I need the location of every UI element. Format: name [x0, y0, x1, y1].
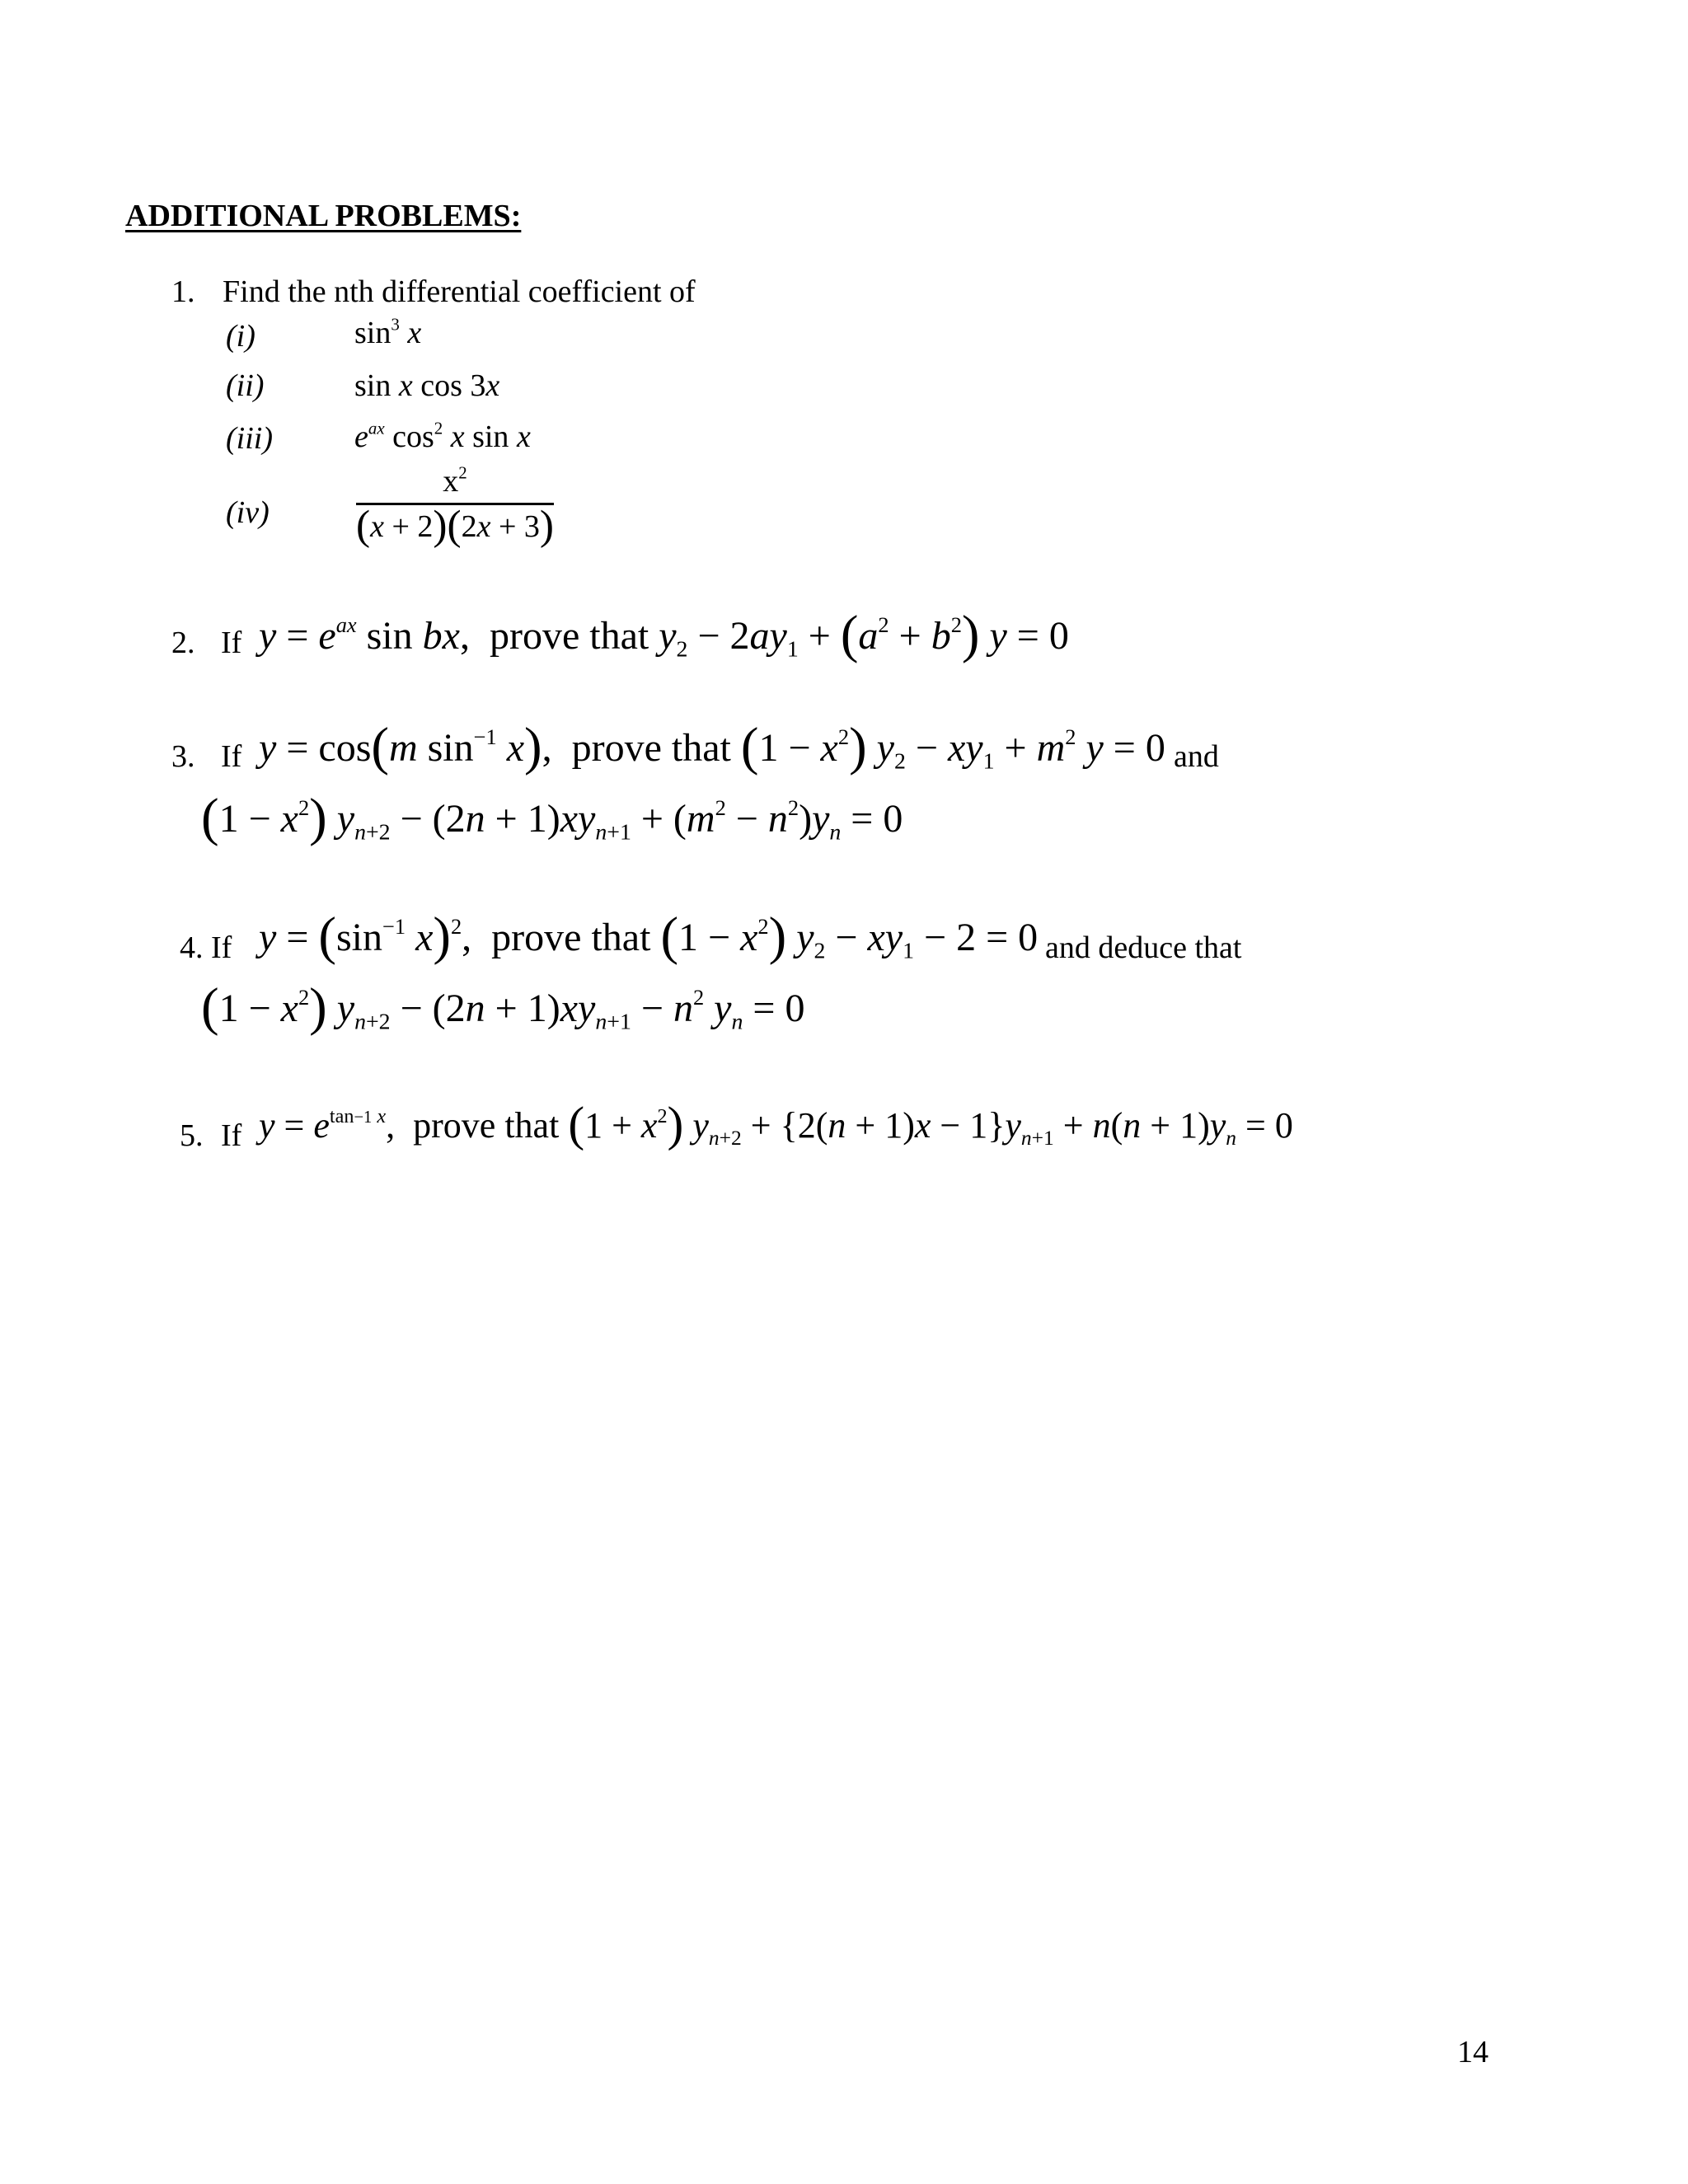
problem-4-deduce: and deduce that: [1045, 930, 1242, 965]
problem-3-equation-line-2: $(1 - x^2)$ $y_{n+2} - (2n + 1)xy_{n+1} + (m^2 - n^2)y_n = 0$: [201, 787, 903, 847]
problem-3-prove-text: prove that: [571, 726, 731, 770]
problem-5-number: 5.: [180, 1118, 204, 1153]
part-iv-expression: $\frac{x^2}{(x + 2)(2x + 3)}$: [356, 462, 554, 550]
problem-1-number: 1.: [171, 274, 195, 309]
part-i-label: (i): [226, 319, 256, 354]
problem-2-equation: $y = e^{ax}$ sin bx, prove that $y_2 - 2ay_1 + (a^2 + b^2) y = 0$: [259, 604, 1069, 664]
problem-5-equation: $y = e^{tan-1 x}$, prove that $(1 + x^2)$ $y_{n+2} + \{2(n + 1)x - 1\}y_{n+1} + n(n + 1)y_n = 0$: [259, 1096, 1293, 1151]
problem-3-if: If: [221, 739, 242, 774]
problem-2-prove-text: prove that: [489, 614, 649, 658]
page-number: 14: [1457, 2035, 1489, 2069]
problem-5-if: If: [221, 1118, 242, 1153]
part-i-expression: $\sin^3 x$: [354, 314, 422, 350]
problem-2-number: 2.: [171, 626, 195, 660]
part-iii-label: (iii): [226, 421, 273, 456]
problem-1-text: Find the nth differential coefficient of: [223, 274, 696, 309]
problem-3-and: and: [1174, 739, 1219, 774]
page-heading: ADDITIONAL PROBLEMS:: [125, 199, 522, 233]
problem-4-if: If: [211, 930, 232, 965]
problem-2-if: If: [221, 626, 242, 660]
problem-5-prove-text: prove that: [413, 1105, 560, 1146]
problem-3-number: 3.: [171, 739, 195, 774]
problem-4-number: 4.: [180, 930, 204, 965]
part-iii-expression: $e^{ax}$ $\cos^2 x$ sin x: [354, 418, 531, 454]
part-ii-label: (ii): [226, 368, 265, 403]
problem-3-equation: y = cos(m $\sin^{-1} x$), prove that $(1 - x^2)$ $y_2 - xy_1 + m^2$ y = 0: [259, 716, 1165, 776]
part-ii-expression: sin x cos 3x: [354, 368, 500, 403]
problem-4-prove-text: prove that: [491, 916, 651, 959]
problem-4-equation-line-2: $(1 - x^2)$ $y_{n+2} - (2n + 1)xy_{n+1} - n^2$ $y_n = 0$: [201, 977, 805, 1037]
part-iv-label: (iv): [226, 495, 270, 530]
problem-4-equation: $y = (\sin^{-1}$ x)$^2$, prove that $(1 - x^2)$ $y_2 - xy_1 - 2 = 0$: [259, 906, 1039, 966]
